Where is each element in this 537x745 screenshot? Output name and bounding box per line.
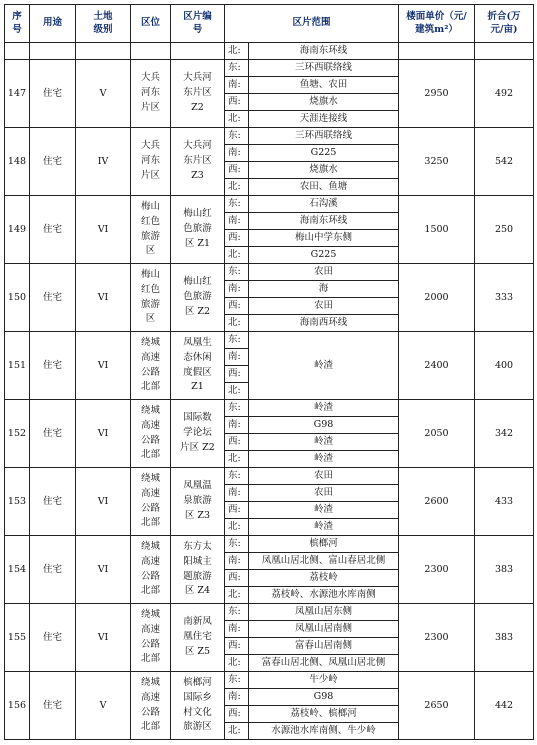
row-zone: 绕城 高速 公路 北部 — [131, 604, 171, 672]
bound-dir: 北: — [225, 43, 249, 60]
row-grade: V — [76, 60, 131, 128]
header-grade: 土地 级别 — [76, 5, 131, 43]
row-use: 住宅 — [30, 672, 76, 740]
row-seq: 149 — [5, 196, 30, 264]
bound-desc: 富春山居南侧 — [249, 638, 399, 655]
row-use: 住宅 — [30, 196, 76, 264]
bound-desc: 农田 — [249, 485, 399, 502]
row-grade: VI — [76, 468, 131, 536]
row-seq: 156 — [5, 672, 30, 740]
bound-dir: 北: — [225, 247, 249, 264]
row-price: 2300 — [399, 536, 475, 604]
bound-desc: 岭渣 — [249, 434, 399, 451]
bound-dir: 北: — [225, 655, 249, 672]
row-equiv: 400 — [475, 332, 534, 400]
row-price: 2650 — [399, 672, 475, 740]
bound-dir: 西: — [225, 706, 249, 723]
bound-dir: 西: — [225, 298, 249, 315]
bound-dir: 南: — [225, 281, 249, 298]
header-zone: 区位 — [131, 5, 171, 43]
row-equiv: 442 — [475, 672, 534, 740]
header-seq: 序 号 — [5, 5, 30, 43]
bound-desc: 海南东环线 — [249, 213, 399, 230]
header-range: 区片范围 — [225, 5, 399, 43]
bound-dir: 西: — [225, 570, 249, 587]
row-zone: 绕城 高速 公路 北部 — [131, 536, 171, 604]
bound-desc: 凤凰山居北侧、富山春居北侧 — [249, 553, 399, 570]
row-block: 国际数 学论坛 片区 Z2 — [171, 400, 225, 468]
row-zone: 梅山 红色 旅游 区 — [131, 196, 171, 264]
bound-dir: 北: — [225, 315, 249, 332]
row-equiv: 492 — [475, 60, 534, 128]
row-price: 2000 — [399, 264, 475, 332]
bound-dir: 北: — [225, 451, 249, 468]
land-price-table — [4, 4, 534, 740]
row-seq: 148 — [5, 128, 30, 196]
bound-desc: 农田 — [249, 468, 399, 485]
bound-dir: 西: — [225, 366, 249, 383]
bound-desc: 岭渣 — [249, 400, 399, 417]
row-grade: VI — [76, 196, 131, 264]
bound-dir: 南: — [225, 349, 249, 366]
row-seq: 150 — [5, 264, 30, 332]
row-equiv: 383 — [475, 604, 534, 672]
bound-dir: 南: — [225, 77, 249, 94]
table-row — [5, 332, 534, 349]
bound-dir: 北: — [225, 723, 249, 740]
row-zone: 绕城 高速 公路 北部 — [131, 468, 171, 536]
bound-dir: 西: — [225, 94, 249, 111]
bound-desc: 荔枝岭、槟榔河 — [249, 706, 399, 723]
bound-dir: 西: — [225, 230, 249, 247]
row-use: 住宅 — [30, 264, 76, 332]
bound-dir: 南: — [225, 553, 249, 570]
bound-desc: 岭渣 — [249, 451, 399, 468]
bound-desc: 海南西环线 — [249, 315, 399, 332]
bound-dir: 东: — [225, 60, 249, 77]
row-block: 大兵河 东片区 Z2 — [171, 60, 225, 128]
bound-dir: 北: — [225, 587, 249, 604]
table-row — [5, 60, 534, 77]
row-grade: VI — [76, 604, 131, 672]
bound-dir: 东: — [225, 536, 249, 553]
row-seq: 154 — [5, 536, 30, 604]
table-row — [5, 672, 534, 689]
bound-dir: 南: — [225, 213, 249, 230]
bound-dir: 东: — [225, 196, 249, 213]
bound-desc: 石沟溪 — [249, 196, 399, 213]
bound-desc: 岭渣 — [249, 519, 399, 536]
row-block: 梅山红 色旅游 区 Z1 — [171, 196, 225, 264]
table-row — [5, 536, 534, 553]
row-block: 槟榔河 国际乡 村文化 旅游区 — [171, 672, 225, 740]
bound-desc-merged: 岭渣 — [249, 332, 399, 400]
row-block: 凤凰生 态休闲 度假区 Z1 — [171, 332, 225, 400]
row-zone: 大兵 河东 片区 — [131, 60, 171, 128]
header-price: 楼面单价（元/ 建筑m²） — [399, 5, 475, 43]
table-row — [5, 604, 534, 621]
row-grade: VI — [76, 400, 131, 468]
row-zone: 绕城 高速 公路 北部 — [131, 400, 171, 468]
row-block: 凤凰温 泉旅游 区 Z3 — [171, 468, 225, 536]
row-price: 1500 — [399, 196, 475, 264]
header-equiv: 折合(万 元/亩) — [475, 5, 534, 43]
bound-desc: 三环西联络线 — [249, 60, 399, 77]
row-block: 南新凤 凰住宅 区 Z5 — [171, 604, 225, 672]
bound-desc: 海 — [249, 281, 399, 298]
bound-desc: 烧旗水 — [249, 94, 399, 111]
bound-dir: 西: — [225, 162, 249, 179]
row-use: 住宅 — [30, 128, 76, 196]
row-use: 住宅 — [30, 60, 76, 128]
bound-desc: 荔枝岭、水源池水库南侧 — [249, 587, 399, 604]
bound-dir: 西: — [225, 434, 249, 451]
bound-desc: 凤凰山居南侧 — [249, 621, 399, 638]
row-equiv: 383 — [475, 536, 534, 604]
bound-desc: 农田 — [249, 298, 399, 315]
bound-dir: 东: — [225, 128, 249, 145]
bound-desc: 梅山中学东侧 — [249, 230, 399, 247]
bound-desc: 荔枝岭 — [249, 570, 399, 587]
header-block: 区片编 号 — [171, 5, 225, 43]
row-zone: 绕城 高速 公路 北部 — [131, 672, 171, 740]
row-seq: 147 — [5, 60, 30, 128]
table-row — [5, 468, 534, 485]
bound-desc: 牛少岭 — [249, 672, 399, 689]
row-seq: 155 — [5, 604, 30, 672]
bound-desc: 水源池水库南侧、牛少岭 — [249, 723, 399, 740]
bound-desc: 鱼塘、农田 — [249, 77, 399, 94]
row-equiv: 542 — [475, 128, 534, 196]
row-zone: 梅山 红色 旅游 区 — [131, 264, 171, 332]
bound-dir: 南: — [225, 485, 249, 502]
bound-desc: 天涯连接线 — [249, 111, 399, 128]
bound-dir: 西: — [225, 502, 249, 519]
bound-dir: 北: — [225, 383, 249, 400]
row-use: 住宅 — [30, 332, 76, 400]
bound-desc: 富春山居北侧、凤凰山居北侧 — [249, 655, 399, 672]
bound-dir: 北: — [225, 519, 249, 536]
bound-desc: G98 — [249, 417, 399, 434]
row-price: 2600 — [399, 468, 475, 536]
row-seq: 151 — [5, 332, 30, 400]
row-grade: VI — [76, 264, 131, 332]
bound-dir: 北: — [225, 111, 249, 128]
table-row — [5, 400, 534, 417]
bound-dir: 东: — [225, 400, 249, 417]
bound-desc: 三环西联络线 — [249, 128, 399, 145]
bound-desc: 农田、鱼塘 — [249, 179, 399, 196]
row-price: 2050 — [399, 400, 475, 468]
bound-dir: 南: — [225, 417, 249, 434]
row-grade: IV — [76, 128, 131, 196]
bound-dir: 东: — [225, 332, 249, 349]
row-price: 2300 — [399, 604, 475, 672]
row-use: 住宅 — [30, 468, 76, 536]
row-price: 2400 — [399, 332, 475, 400]
bound-dir: 东: — [225, 604, 249, 621]
row-zone: 大兵 河东 片区 — [131, 128, 171, 196]
bound-desc: 海南东环线 — [249, 43, 399, 60]
bound-desc: 岭渣 — [249, 502, 399, 519]
header-row — [5, 5, 534, 43]
table-row — [5, 264, 534, 281]
bound-dir: 北: — [225, 179, 249, 196]
row-equiv: 433 — [475, 468, 534, 536]
bound-dir: 南: — [225, 145, 249, 162]
row-block: 大兵河 东片区 Z3 — [171, 128, 225, 196]
bound-dir: 南: — [225, 621, 249, 638]
row-equiv: 250 — [475, 196, 534, 264]
row-grade: V — [76, 672, 131, 740]
bound-dir: 东: — [225, 264, 249, 281]
bound-desc: 槟榔河 — [249, 536, 399, 553]
bound-dir: 东: — [225, 468, 249, 485]
row-price: 2950 — [399, 60, 475, 128]
row-equiv: 342 — [475, 400, 534, 468]
table-row — [5, 196, 534, 213]
bound-desc: G98 — [249, 689, 399, 706]
row-use: 住宅 — [30, 400, 76, 468]
row-grade: VI — [76, 536, 131, 604]
row-use: 住宅 — [30, 604, 76, 672]
row-price: 3250 — [399, 128, 475, 196]
bound-desc: G225 — [249, 145, 399, 162]
row-equiv: 333 — [475, 264, 534, 332]
header-use: 用途 — [30, 5, 76, 43]
bound-desc: G225 — [249, 247, 399, 264]
bound-dir: 西: — [225, 638, 249, 655]
row-seq: 153 — [5, 468, 30, 536]
row-block: 东方太 阳城主 题旅游 区 Z4 — [171, 536, 225, 604]
row-use: 住宅 — [30, 536, 76, 604]
row-block: 梅山红 色旅游 区 Z2 — [171, 264, 225, 332]
bound-desc: 农田 — [249, 264, 399, 281]
bound-desc: 烧旗水 — [249, 162, 399, 179]
row-seq: 152 — [5, 400, 30, 468]
table-row — [5, 128, 534, 145]
bound-desc: 凤凰山居东侧 — [249, 604, 399, 621]
bound-dir: 东: — [225, 672, 249, 689]
row-grade: VI — [76, 332, 131, 400]
bound-dir: 南: — [225, 689, 249, 706]
row-zone: 绕城 高速 公路 北部 — [131, 332, 171, 400]
continuation-row — [5, 43, 534, 60]
